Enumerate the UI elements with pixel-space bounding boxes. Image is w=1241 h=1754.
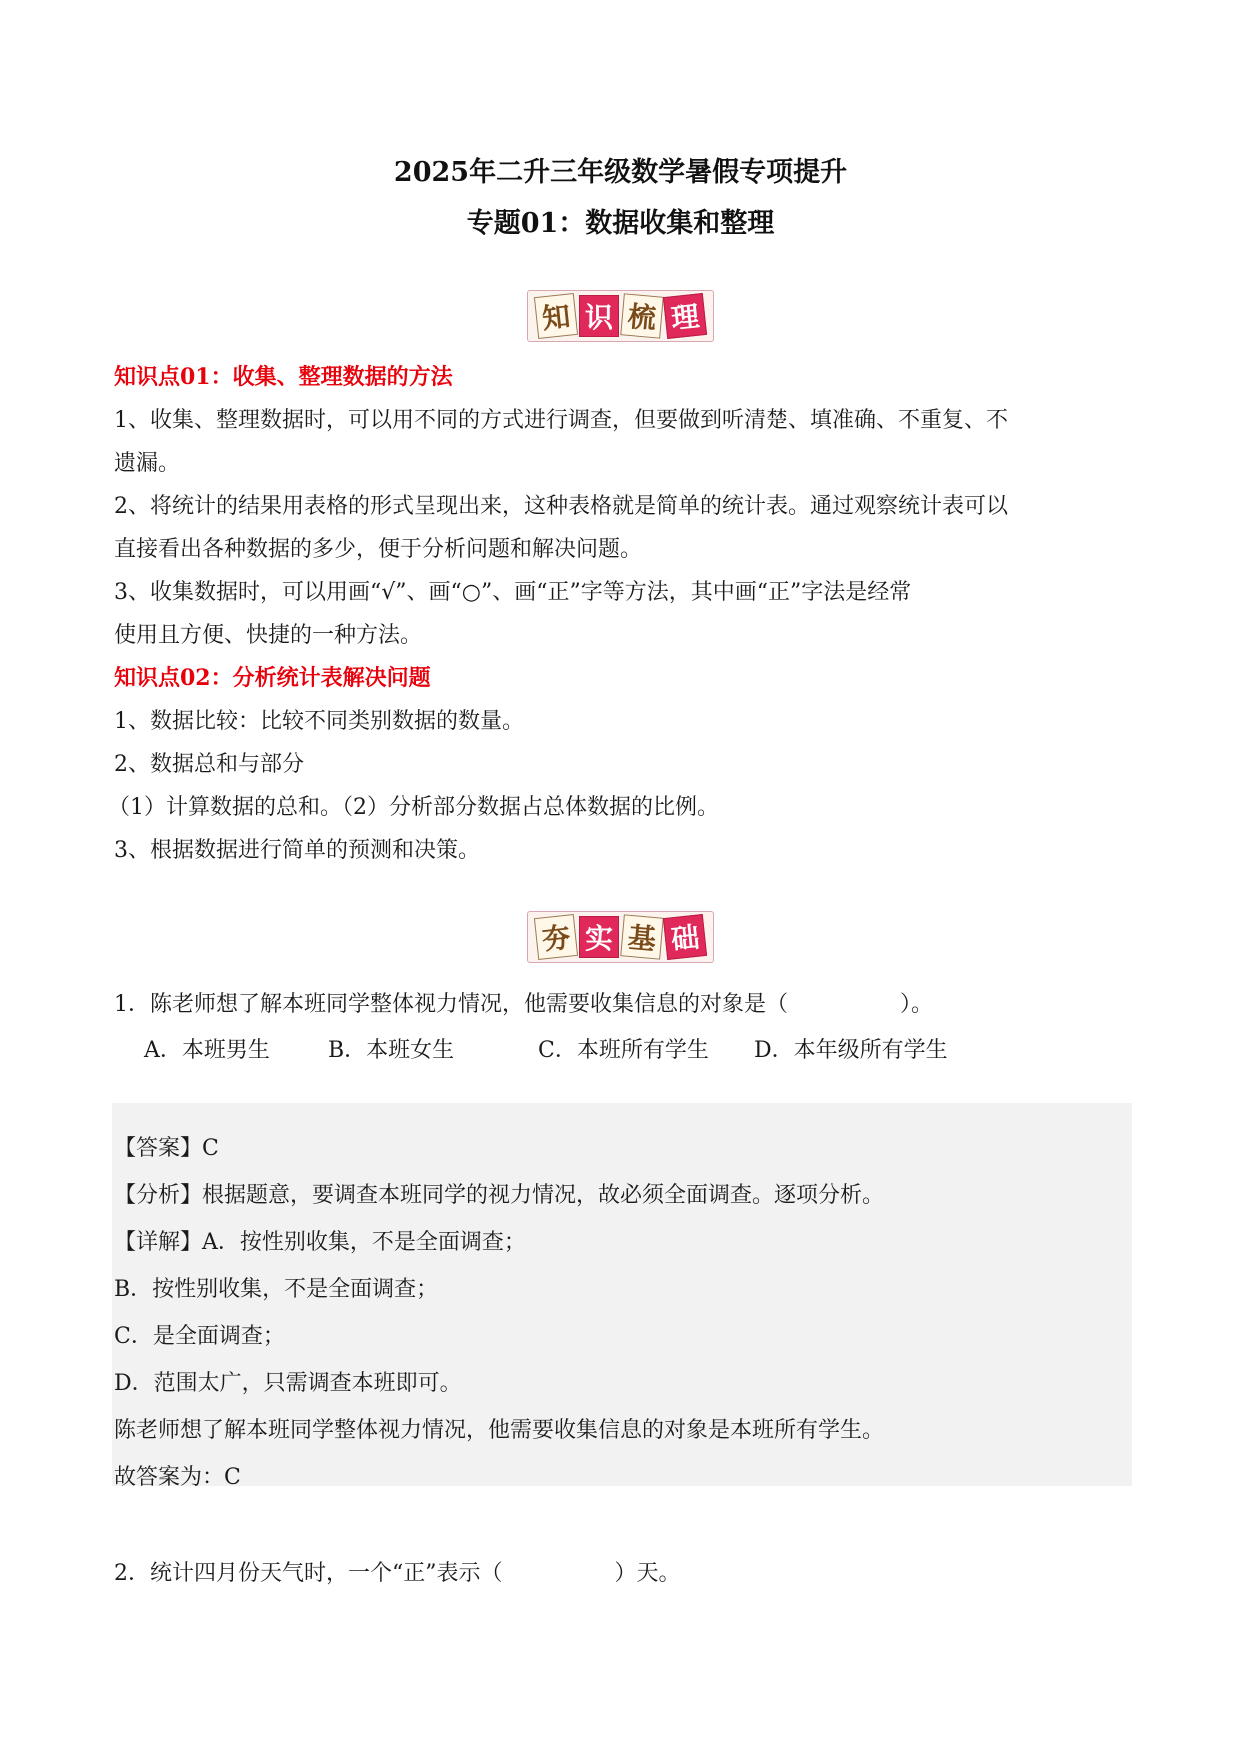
question-1-conclusion: 陈老师想了解本班同学整体视力情况，他需要收集信息的对象是本班所有学生。	[114, 1418, 885, 1443]
badge-char: 知	[534, 293, 578, 339]
question-1-stem-end: ）。	[900, 992, 934, 1017]
knowledge-point-2-line: 3、根据数据进行简单的预测和决策。	[114, 838, 480, 863]
question-1-analysis: 【分析】根据题意，要调查本班同学的视力情况，故必须全面调查。逐项分析。	[114, 1183, 885, 1208]
document-title: 2025年二升三年级数学暑假专项提升	[393, 157, 848, 188]
question-1-detail-line: C．是全面调查；	[114, 1324, 285, 1349]
question-1-option-c: C．本班所有学生	[538, 1038, 709, 1063]
knowledge-review-badge-row	[0, 290, 1241, 342]
question-1-stem-text: 1．陈老师想了解本班同学整体视力情况，他需要收集信息的对象是（	[114, 992, 788, 1017]
badge-char: 识	[579, 295, 619, 337]
badge-char: 实	[579, 916, 619, 958]
basics-badge-row	[0, 911, 1241, 963]
knowledge-point-2-line: 1、数据比较：比较不同类别数据的数量。	[114, 709, 524, 734]
document-subtitle: 专题01：数据收集和整理	[466, 208, 775, 239]
knowledge-point-2-line: （1）计算数据的总和。（2）分析部分数据占总体数据的比例。	[108, 795, 719, 820]
knowledge-point-2-line: 2、数据总和与部分	[114, 752, 304, 777]
question-1-answer: 【答案】C	[114, 1136, 219, 1161]
question-1-option-d: D．本年级所有学生	[754, 1038, 948, 1063]
knowledge-point-1-line: 2、将统计的结果用表格的形式呈现出来，这种表格就是简单的统计表。通过观察统计表可以	[114, 494, 1009, 519]
badge-char: 夯	[534, 914, 578, 960]
knowledge-point-1-line: 直接看出各种数据的多少，便于分析问题和解决问题。	[114, 537, 643, 562]
knowledge-point-1-line: 遗漏。	[114, 451, 181, 476]
question-2-stem	[114, 1556, 681, 1587]
question-2-stem-text: 2．统计四月份天气时，一个“正”表示（	[114, 1561, 503, 1586]
knowledge-review-badge	[527, 290, 714, 342]
badge-char: 理	[663, 293, 707, 339]
knowledge-point-1-line: 使用且方便、快捷的一种方法。	[114, 623, 423, 648]
question-1-stem	[114, 987, 933, 1018]
question-1-detail: 【详解】A．按性别收集，不是全面调查；	[114, 1230, 526, 1255]
knowledge-point-1-line: 1、收集、整理数据时，可以用不同的方式进行调查，但要做到听清楚、填准确、不重复、不	[114, 408, 1009, 433]
question-1-detail-line: B．按性别收集，不是全面调查；	[114, 1277, 439, 1302]
question-1-final-answer: 故答案为：C	[114, 1465, 241, 1490]
question-1-option-a: A．本班男生	[144, 1038, 270, 1063]
knowledge-point-1-title: 知识点01：收集、整理数据的方法	[114, 364, 453, 390]
question-1-detail-line: D．范围太广，只需调查本班即可。	[114, 1371, 462, 1396]
question-2-stem-end: ）天。	[614, 1561, 681, 1586]
badge-char: 梳	[620, 293, 664, 338]
knowledge-point-1-line: 3、收集数据时，可以用画“√”、画“○”、画“正”字等方法，其中画“正”字法是经常	[114, 580, 912, 605]
basics-badge	[527, 911, 714, 963]
question-1-option-b: B．本班女生	[328, 1038, 455, 1063]
knowledge-point-2-title: 知识点02：分析统计表解决问题	[114, 665, 431, 691]
badge-char: 础	[663, 914, 707, 960]
badge-char: 基	[620, 914, 664, 959]
